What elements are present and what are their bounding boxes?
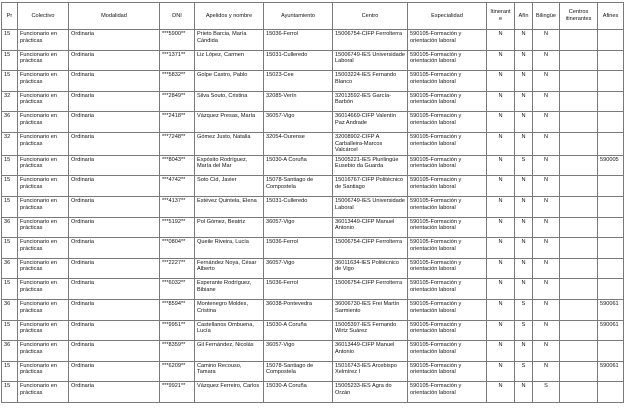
- cell-afin: S: [515, 320, 533, 341]
- cell-itinerante: N: [487, 71, 515, 92]
- cell-especialidad: 590105-Formación y orientación laboral: [408, 320, 487, 341]
- cell-colectivo: Funcionario en prácticas: [18, 258, 69, 279]
- cell-afines: [598, 382, 624, 403]
- cell-nombre: Gómez Justo, Natalia: [195, 132, 264, 155]
- cell-nombre: Queile Riveira, Lucía: [195, 238, 264, 259]
- table-row: [2, 238, 624, 259]
- table-body: [2, 30, 624, 403]
- cell-nombre: Prieto Barcia, María Cándida: [195, 30, 264, 51]
- cell-itinerante: N: [487, 132, 515, 155]
- table-row: [2, 30, 624, 51]
- cell-colectivo: Funcionario en prácticas: [18, 217, 69, 238]
- cell-modalidad: Ordinaria: [69, 279, 160, 300]
- table-row: [2, 91, 624, 112]
- cell-afines: [598, 112, 624, 133]
- cell-modalidad: Ordinaria: [69, 112, 160, 133]
- cell-colectivo: Funcionario en prácticas: [18, 112, 69, 133]
- cell-modalidad: Ordinaria: [69, 382, 160, 403]
- cell-ayuntamiento: 15031-Culleredo: [264, 50, 333, 71]
- cell-especialidad: 590105-Formación y orientación laboral: [408, 238, 487, 259]
- cell-nombre: Esperante Rodríguez, Bibiane: [195, 279, 264, 300]
- cell-dni: ***8043**: [160, 155, 195, 176]
- cell-colectivo: Funcionario en prácticas: [18, 238, 69, 259]
- cell-itinerante: N: [487, 258, 515, 279]
- cell-ayuntamiento: 15030-A Coruña: [264, 382, 333, 403]
- cell-afines: [598, 91, 624, 112]
- cell-modalidad: Ordinaria: [69, 341, 160, 362]
- cell-especialidad: 590105-Formación y orientación laboral: [408, 155, 487, 176]
- cell-bilingue: N: [533, 217, 560, 238]
- cell-nombre: Soto Cid, Javier: [195, 176, 264, 197]
- column-header-dni: DNI: [160, 3, 195, 30]
- cell-dni: ***6032**: [160, 279, 195, 300]
- cell-bilingue: N: [533, 71, 560, 92]
- cell-especialidad: 590105-Formación y orientación laboral: [408, 50, 487, 71]
- cell-afines: 590005: [598, 155, 624, 176]
- cell-ayuntamiento: 36057-Vigo: [264, 341, 333, 362]
- column-header-nombre: Apelidos y nombre: [195, 3, 264, 30]
- cell-ayuntamiento: 15036-Ferrol: [264, 30, 333, 51]
- cell-colectivo: Funcionario en prácticas: [18, 361, 69, 382]
- cell-pr: 36: [2, 341, 18, 362]
- cell-colectivo: Funcionario en prácticas: [18, 50, 69, 71]
- cell-colectivo: Funcionario en prácticas: [18, 155, 69, 176]
- cell-pr: 32: [2, 91, 18, 112]
- cell-modalidad: Ordinaria: [69, 299, 160, 320]
- cell-modalidad: Ordinaria: [69, 320, 160, 341]
- cell-afin: N: [515, 91, 533, 112]
- cell-dni: ***4742**: [160, 176, 195, 197]
- cell-colectivo: Funcionario en prácticas: [18, 176, 69, 197]
- cell-centro: 15016743-IES Arcebispo Xelmírez I: [333, 361, 408, 382]
- cell-centro: 15006754-CIFP Ferrolterra: [333, 30, 408, 51]
- cell-nombre: Fernández Noya, César Alberto: [195, 258, 264, 279]
- cell-ayuntamiento: 15036-Ferrol: [264, 279, 333, 300]
- cell-bilingue: S: [533, 382, 560, 403]
- cell-afines: [598, 341, 624, 362]
- cell-itinerante: N: [487, 196, 515, 217]
- column-header-especialidad: Especialidad: [408, 3, 487, 30]
- cell-afines: 590061: [598, 320, 624, 341]
- column-header-colectivo: Colectivo: [18, 3, 69, 30]
- cell-centro: 36011634-IES Politécnico de Vigo: [333, 258, 408, 279]
- table-row: [2, 176, 624, 197]
- cell-bilingue: N: [533, 341, 560, 362]
- cell-centros-itinerantes: [560, 341, 598, 362]
- cell-afin: N: [515, 258, 533, 279]
- cell-afin: N: [515, 238, 533, 259]
- table-row: [2, 112, 624, 133]
- cell-pr: 15: [2, 196, 18, 217]
- cell-afin: N: [515, 112, 533, 133]
- cell-pr: 15: [2, 176, 18, 197]
- cell-itinerante: N: [487, 238, 515, 259]
- cell-itinerante: N: [487, 91, 515, 112]
- cell-afines: 590061: [598, 361, 624, 382]
- cell-modalidad: Ordinaria: [69, 238, 160, 259]
- cell-especialidad: 590105-Formación y orientación laboral: [408, 196, 487, 217]
- table-row: [2, 361, 624, 382]
- cell-modalidad: Ordinaria: [69, 155, 160, 176]
- cell-afin: S: [515, 299, 533, 320]
- cell-bilingue: N: [533, 91, 560, 112]
- cell-colectivo: Funcionario en prácticas: [18, 196, 69, 217]
- cell-itinerante: N: [487, 341, 515, 362]
- cell-afines: [598, 176, 624, 197]
- cell-pr: 32: [2, 132, 18, 155]
- cell-afin: N: [515, 30, 533, 51]
- cell-nombre: Vázquez Presas, María: [195, 112, 264, 133]
- cell-nombre: Pol Gómez, Beatriz: [195, 217, 264, 238]
- cell-especialidad: 590105-Formación y orientación laboral: [408, 30, 487, 51]
- cell-nombre: Golpe Castro, Pablo: [195, 71, 264, 92]
- column-header-ayuntamiento: Ayuntamiento: [264, 3, 333, 30]
- cell-modalidad: Ordinaria: [69, 196, 160, 217]
- table-row: [2, 217, 624, 238]
- cell-itinerante: N: [487, 279, 515, 300]
- column-header-centros-itinerantes: Centros itinerantes: [560, 3, 598, 30]
- cell-dni: ***8359**: [160, 341, 195, 362]
- cell-itinerante: N: [487, 30, 515, 51]
- cell-pr: 36: [2, 258, 18, 279]
- cell-nombre: Expósito Rodríguez, María del Mar: [195, 155, 264, 176]
- cell-ayuntamiento: 15030-A Coruña: [264, 320, 333, 341]
- cell-itinerante: N: [487, 217, 515, 238]
- cell-modalidad: Ordinaria: [69, 71, 160, 92]
- cell-dni: ***9951**: [160, 320, 195, 341]
- cell-centros-itinerantes: [560, 155, 598, 176]
- cell-nombre: Camino Recouso, Tamara: [195, 361, 264, 382]
- cell-colectivo: Funcionario en prácticas: [18, 279, 69, 300]
- cell-afin: N: [515, 196, 533, 217]
- cell-pr: 15: [2, 155, 18, 176]
- cell-modalidad: Ordinaria: [69, 91, 160, 112]
- table-header: [2, 3, 624, 30]
- table-row: [2, 71, 624, 92]
- cell-colectivo: Funcionario en prácticas: [18, 341, 69, 362]
- cell-nombre: Castellanos Ombuena, Lucía: [195, 320, 264, 341]
- cell-centros-itinerantes: [560, 30, 598, 51]
- cell-afines: [598, 258, 624, 279]
- cell-especialidad: 590105-Formación y orientación laboral: [408, 112, 487, 133]
- cell-especialidad: 590105-Formación y orientación laboral: [408, 341, 487, 362]
- cell-colectivo: Funcionario en prácticas: [18, 30, 69, 51]
- table-row: [2, 279, 624, 300]
- table-row: [2, 155, 624, 176]
- cell-centros-itinerantes: [560, 279, 598, 300]
- cell-afin: S: [515, 361, 533, 382]
- cell-ayuntamiento: 36057-Vigo: [264, 217, 333, 238]
- adjudication-table: [1, 2, 624, 403]
- cell-centros-itinerantes: [560, 132, 598, 155]
- cell-dni: ***2227**: [160, 258, 195, 279]
- column-header-bilingue: Bilingüe: [533, 3, 560, 30]
- cell-especialidad: 590105-Formación y orientación laboral: [408, 176, 487, 197]
- cell-centro: 15006754-CIFP Ferrolterra: [333, 279, 408, 300]
- cell-bilingue: N: [533, 320, 560, 341]
- cell-centro: 15016767-CIFP Politécnico de Santiago: [333, 176, 408, 197]
- cell-colectivo: Funcionario en prácticas: [18, 320, 69, 341]
- cell-centro: 15005397-IES Fernando Wirtz Suárez: [333, 320, 408, 341]
- cell-ayuntamiento: 15036-Ferrol: [264, 238, 333, 259]
- cell-centros-itinerantes: [560, 320, 598, 341]
- cell-pr: 36: [2, 112, 18, 133]
- cell-dni: ***6209**: [160, 361, 195, 382]
- cell-pr: 15: [2, 50, 18, 71]
- cell-modalidad: Ordinaria: [69, 132, 160, 155]
- column-header-itinerante: Itinerante: [487, 3, 515, 30]
- cell-modalidad: Ordinaria: [69, 217, 160, 238]
- cell-pr: 36: [2, 217, 18, 238]
- cell-especialidad: 590105-Formación y orientación laboral: [408, 299, 487, 320]
- cell-especialidad: 590105-Formación y orientación laboral: [408, 132, 487, 155]
- cell-especialidad: 590105-Formación y orientación laboral: [408, 71, 487, 92]
- cell-ayuntamiento: 36038-Pontevedra: [264, 299, 333, 320]
- cell-afin: N: [515, 279, 533, 300]
- cell-centro: 15005221-IES Plurilingüe Eusebio da Guarda: [333, 155, 408, 176]
- cell-afines: [598, 132, 624, 155]
- cell-bilingue: N: [533, 132, 560, 155]
- cell-afin: N: [515, 50, 533, 71]
- table-row: [2, 320, 624, 341]
- cell-centros-itinerantes: [560, 176, 598, 197]
- cell-itinerante: N: [487, 361, 515, 382]
- cell-afines: [598, 30, 624, 51]
- cell-afin: N: [515, 341, 533, 362]
- cell-centro: 15006749-IES Universidade Laboral: [333, 50, 408, 71]
- cell-bilingue: N: [533, 361, 560, 382]
- cell-pr: 36: [2, 299, 18, 320]
- cell-dni: ***8594**: [160, 299, 195, 320]
- cell-centro: 32008902-CIFP A Carballeira-Marcos Valcárcel: [333, 132, 408, 155]
- cell-nombre: Silva Souto, Cristina: [195, 91, 264, 112]
- column-header-afines: Afines: [598, 3, 624, 30]
- cell-centros-itinerantes: [560, 112, 598, 133]
- cell-afines: [598, 279, 624, 300]
- cell-dni: ***7248**: [160, 132, 195, 155]
- column-header-centro: Centro: [333, 3, 408, 30]
- cell-colectivo: Funcionario en prácticas: [18, 299, 69, 320]
- column-header-afin: Afín: [515, 3, 533, 30]
- cell-especialidad: 590105-Formación y orientación laboral: [408, 279, 487, 300]
- cell-pr: 15: [2, 361, 18, 382]
- cell-especialidad: 590105-Formación y orientación laboral: [408, 217, 487, 238]
- cell-especialidad: 590105-Formación y orientación laboral: [408, 91, 487, 112]
- cell-dni: ***9921**: [160, 382, 195, 403]
- cell-afines: [598, 196, 624, 217]
- cell-afin: N: [515, 71, 533, 92]
- cell-afin: N: [515, 382, 533, 403]
- cell-ayuntamiento: 36057-Vigo: [264, 258, 333, 279]
- cell-modalidad: Ordinaria: [69, 50, 160, 71]
- table-row: [2, 341, 624, 362]
- cell-dni: ***5832**: [160, 71, 195, 92]
- cell-centros-itinerantes: [560, 382, 598, 403]
- cell-itinerante: N: [487, 50, 515, 71]
- cell-modalidad: Ordinaria: [69, 258, 160, 279]
- cell-afin: N: [515, 132, 533, 155]
- cell-bilingue: N: [533, 50, 560, 71]
- cell-centro: 15005233-IES Agra do Orzán: [333, 382, 408, 403]
- cell-centro: 15006754-CIFP Ferrolterra: [333, 238, 408, 259]
- cell-dni: ***4137**: [160, 196, 195, 217]
- cell-itinerante: N: [487, 176, 515, 197]
- cell-pr: 15: [2, 71, 18, 92]
- cell-dni: ***2849**: [160, 91, 195, 112]
- column-header-modalidad: Modalidad: [69, 3, 160, 30]
- cell-centros-itinerantes: [560, 299, 598, 320]
- cell-ayuntamiento: 15030-A Coruña: [264, 155, 333, 176]
- cell-pr: 15: [2, 320, 18, 341]
- cell-centros-itinerantes: [560, 217, 598, 238]
- cell-especialidad: 590105-Formación y orientación laboral: [408, 258, 487, 279]
- cell-centro: 36006730-IES Frei Martín Sarmiento: [333, 299, 408, 320]
- cell-pr: 15: [2, 279, 18, 300]
- cell-centros-itinerantes: [560, 361, 598, 382]
- cell-nombre: Liz López, Carmen: [195, 50, 264, 71]
- cell-dni: ***1371**: [160, 50, 195, 71]
- cell-centro: 15006749-IES Universidade Laboral: [333, 196, 408, 217]
- cell-ayuntamiento: 15078-Santiago de Compostela: [264, 176, 333, 197]
- cell-centro: 32013592-IES García-Barbón: [333, 91, 408, 112]
- cell-afines: [598, 217, 624, 238]
- cell-colectivo: Funcionario en prácticas: [18, 71, 69, 92]
- cell-afin: S: [515, 155, 533, 176]
- cell-bilingue: N: [533, 196, 560, 217]
- cell-afines: [598, 238, 624, 259]
- cell-ayuntamiento: 32054-Ourense: [264, 132, 333, 155]
- cell-ayuntamiento: 15078-Santiago de Compostela: [264, 361, 333, 382]
- cell-centro: 36013449-CIFP Manuel Antonio: [333, 341, 408, 362]
- cell-dni: ***5900**: [160, 30, 195, 51]
- cell-ayuntamiento: 36057-Vigo: [264, 112, 333, 133]
- cell-itinerante: N: [487, 155, 515, 176]
- cell-afin: N: [515, 217, 533, 238]
- cell-bilingue: N: [533, 176, 560, 197]
- cell-centro: 15003224-IES Fernando Blanco: [333, 71, 408, 92]
- cell-bilingue: N: [533, 299, 560, 320]
- cell-pr: 15: [2, 382, 18, 403]
- cell-centros-itinerantes: [560, 238, 598, 259]
- cell-colectivo: Funcionario en prácticas: [18, 132, 69, 155]
- cell-centro: 36014669-CIFP Valentín Paz Andrade: [333, 112, 408, 133]
- table-row: [2, 50, 624, 71]
- cell-itinerante: N: [487, 112, 515, 133]
- cell-ayuntamiento: 15023-Cee: [264, 71, 333, 92]
- cell-colectivo: Funcionario en prácticas: [18, 91, 69, 112]
- table-row: [2, 196, 624, 217]
- cell-bilingue: N: [533, 30, 560, 51]
- cell-pr: 15: [2, 30, 18, 51]
- cell-centros-itinerantes: [560, 50, 598, 71]
- cell-ayuntamiento: 15031-Culleredo: [264, 196, 333, 217]
- cell-centros-itinerantes: [560, 258, 598, 279]
- cell-dni: ***2418**: [160, 112, 195, 133]
- cell-nombre: Gil Fernández, Nicolás: [195, 341, 264, 362]
- cell-bilingue: N: [533, 258, 560, 279]
- table-row: [2, 299, 624, 320]
- cell-modalidad: Ordinaria: [69, 361, 160, 382]
- cell-dni: ***0804**: [160, 238, 195, 259]
- cell-pr: 15: [2, 238, 18, 259]
- cell-bilingue: N: [533, 238, 560, 259]
- cell-bilingue: N: [533, 279, 560, 300]
- cell-nombre: Estévez Quintela, Elena: [195, 196, 264, 217]
- cell-centros-itinerantes: [560, 196, 598, 217]
- cell-centros-itinerantes: [560, 71, 598, 92]
- document-page: [1, 2, 619, 403]
- cell-bilingue: N: [533, 155, 560, 176]
- header-row: [2, 3, 624, 30]
- cell-itinerante: N: [487, 299, 515, 320]
- cell-especialidad: 590105-Formación y orientación laboral: [408, 382, 487, 403]
- cell-especialidad: 590105-Formación y orientación laboral: [408, 361, 487, 382]
- table-row: [2, 382, 624, 403]
- cell-afines: 590061: [598, 299, 624, 320]
- cell-colectivo: Funcionario en prácticas: [18, 382, 69, 403]
- cell-afin: N: [515, 176, 533, 197]
- cell-modalidad: Ordinaria: [69, 176, 160, 197]
- cell-dni: ***5192**: [160, 217, 195, 238]
- cell-afines: [598, 50, 624, 71]
- table-row: [2, 258, 624, 279]
- cell-nombre: Montenegro Moldes, Cristina: [195, 299, 264, 320]
- column-header-pr: Pr: [2, 3, 18, 30]
- cell-centros-itinerantes: [560, 91, 598, 112]
- table-row: [2, 132, 624, 155]
- cell-modalidad: Ordinaria: [69, 30, 160, 51]
- cell-centro: 36013449-CIFP Manuel Antonio: [333, 217, 408, 238]
- cell-itinerante: N: [487, 382, 515, 403]
- cell-afines: [598, 71, 624, 92]
- cell-itinerante: N: [487, 320, 515, 341]
- cell-ayuntamiento: 32085-Verín: [264, 91, 333, 112]
- cell-bilingue: N: [533, 112, 560, 133]
- cell-nombre: Vázquez Ferreiro, Carlos: [195, 382, 264, 403]
